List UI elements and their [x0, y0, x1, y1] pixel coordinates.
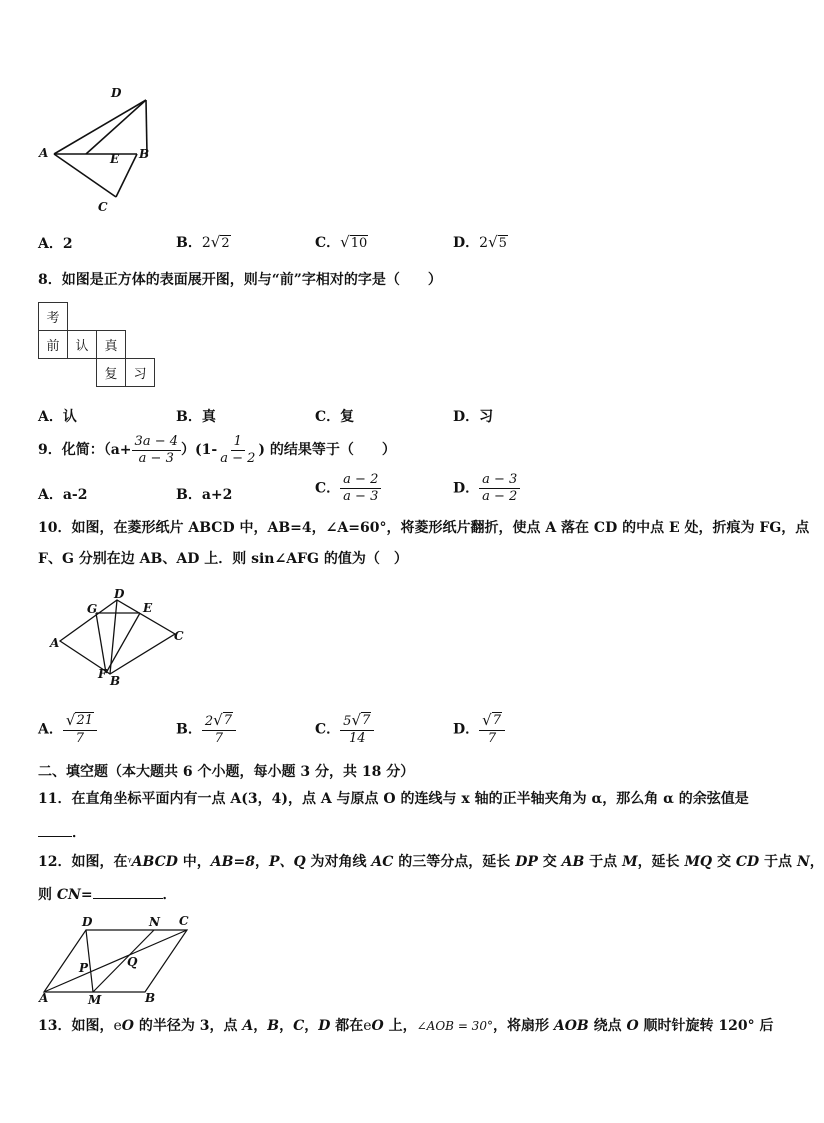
- q8-option-b: B．真: [176, 409, 216, 425]
- q9-fraction-2: $\frac{1}{a - 2}$: [220, 433, 256, 466]
- q8-option-a: A．认: [38, 409, 77, 425]
- q9-option-d: D． $\frac{a - 3}{a - 2}$: [453, 472, 520, 505]
- q12-line-mn: [93, 930, 154, 992]
- q7-line-ad: [86, 100, 146, 154]
- q7-label-b: B: [139, 147, 150, 161]
- q12-label-p: P: [79, 961, 89, 975]
- q10-label-d: D: [114, 587, 125, 601]
- q12-question-line1: 12．如图，在$^ᵞ$ABCD 中，AB=8，P、Q 为对角线 AC 的三等分点，延长 DP 交 AB 于点 M，延长 MQ 交 CD 于点 N，: [38, 854, 824, 870]
- q10-option-c: C． 5 √ 7 14: [315, 712, 374, 747]
- q8-net-kao: 考: [39, 303, 68, 331]
- q9-option-a: A．a-2: [38, 487, 88, 503]
- q9-fraction-1: $\frac{3a - 4}{a - 3}$: [132, 434, 181, 467]
- q10-label-c: C: [174, 629, 184, 643]
- q12-label-b: B: [145, 991, 156, 1005]
- q7-option-a: A．2: [38, 236, 73, 252]
- q8-option-c: C．复: [315, 409, 355, 425]
- q10-option-a: A． √ 21 7: [38, 712, 97, 747]
- q10-line-db: [110, 600, 117, 674]
- q10-option-b: B． 2 √ 7 7: [176, 712, 236, 747]
- q8-net-fu: 复: [97, 359, 126, 387]
- q10-label-b: B: [110, 674, 121, 688]
- q7-option-b: B．2 √ 2: [176, 233, 230, 251]
- q12-question-line2: 则 CN= ．: [38, 884, 177, 904]
- q7-line-ad2: [54, 100, 146, 154]
- q8-question: 8．如图是正方体的表面展开图，则与“前”字相对的字是（ ）: [38, 272, 442, 288]
- q12-label-m: M: [88, 993, 102, 1007]
- q9-question: 9．化简：（a+ $\frac{3a - 4}{a - 3}$ ）(1- $\frac{1}{a - 2}$ ) 的结果等于（ ）: [38, 433, 396, 466]
- q12-label-n: N: [149, 915, 160, 929]
- q8-cube-net: [38, 302, 155, 387]
- q7-line-ac: [54, 154, 116, 197]
- q10-label-e: E: [143, 601, 153, 615]
- q10-rhombus: [60, 600, 175, 674]
- q7-label-e: E: [110, 152, 120, 166]
- q10-line-gf: [96, 613, 106, 673]
- q8-net-xi: 习: [126, 359, 155, 387]
- q8-net-zhen: 真: [97, 331, 126, 359]
- q10-figure: [50, 588, 190, 684]
- q7-label-a: A: [39, 146, 49, 160]
- q8-net-qian: 前: [39, 331, 68, 359]
- section-2-heading: 二、填空题（本大题共 6 个小题，每小题 3 分，共 18 分）: [38, 764, 415, 780]
- q7-option-d: D．2 √ 5: [453, 233, 507, 251]
- q12-answer-blank[interactable]: [93, 884, 163, 899]
- q12-figure: [30, 912, 200, 1012]
- q11-answer-line: ．: [38, 822, 86, 842]
- q10-question-line1: 10．如图，在菱形纸片 ABCD 中，AB=4，∠A=60°，将菱形纸片翻折，使点 A 落在 CD 的中点 E 处，折痕为 FG，点: [38, 520, 810, 536]
- q10-label-f: F: [98, 667, 107, 681]
- q11-question: 11．在直角坐标平面内有一点 A(3，4)，点 A 与原点 O 的连线与 x 轴的正半轴夹角为 α，那么角 α 的余弦值是: [38, 791, 749, 807]
- q13-question: 13．如图，eO 的半径为 3，点 A，B，C，D 都在eO 上，∠AOB = 30°，将扇形 AOB 绕点 O 顺时针旋转 120° 后: [38, 1018, 774, 1034]
- q8-option-d: D．习: [453, 409, 494, 425]
- q10-option-d: D． √ 7 7: [453, 712, 505, 747]
- q12-label-q: Q: [127, 955, 138, 969]
- q12-label-c: C: [179, 914, 189, 928]
- q7-line-de: [146, 100, 147, 154]
- q10-question-line2: F、G 分别在边 AB、AD 上．则 sin∠AFG 的值为（ ）: [38, 551, 408, 567]
- q12-label-d: D: [82, 915, 93, 929]
- q8-net-ren: 认: [68, 331, 97, 359]
- q9-option-c: C． $\frac{a - 2}{a - 3}$: [315, 472, 381, 505]
- q10-label-g: G: [87, 602, 98, 616]
- q7-option-c: C． √ 10: [315, 233, 368, 251]
- q9-option-b: B．a+2: [176, 487, 233, 503]
- q10-label-a: A: [50, 636, 60, 650]
- q12-label-a: A: [39, 991, 49, 1005]
- q11-answer-blank[interactable]: [38, 822, 72, 837]
- q7-label-c: C: [98, 200, 108, 214]
- q7-label-d: D: [111, 86, 122, 100]
